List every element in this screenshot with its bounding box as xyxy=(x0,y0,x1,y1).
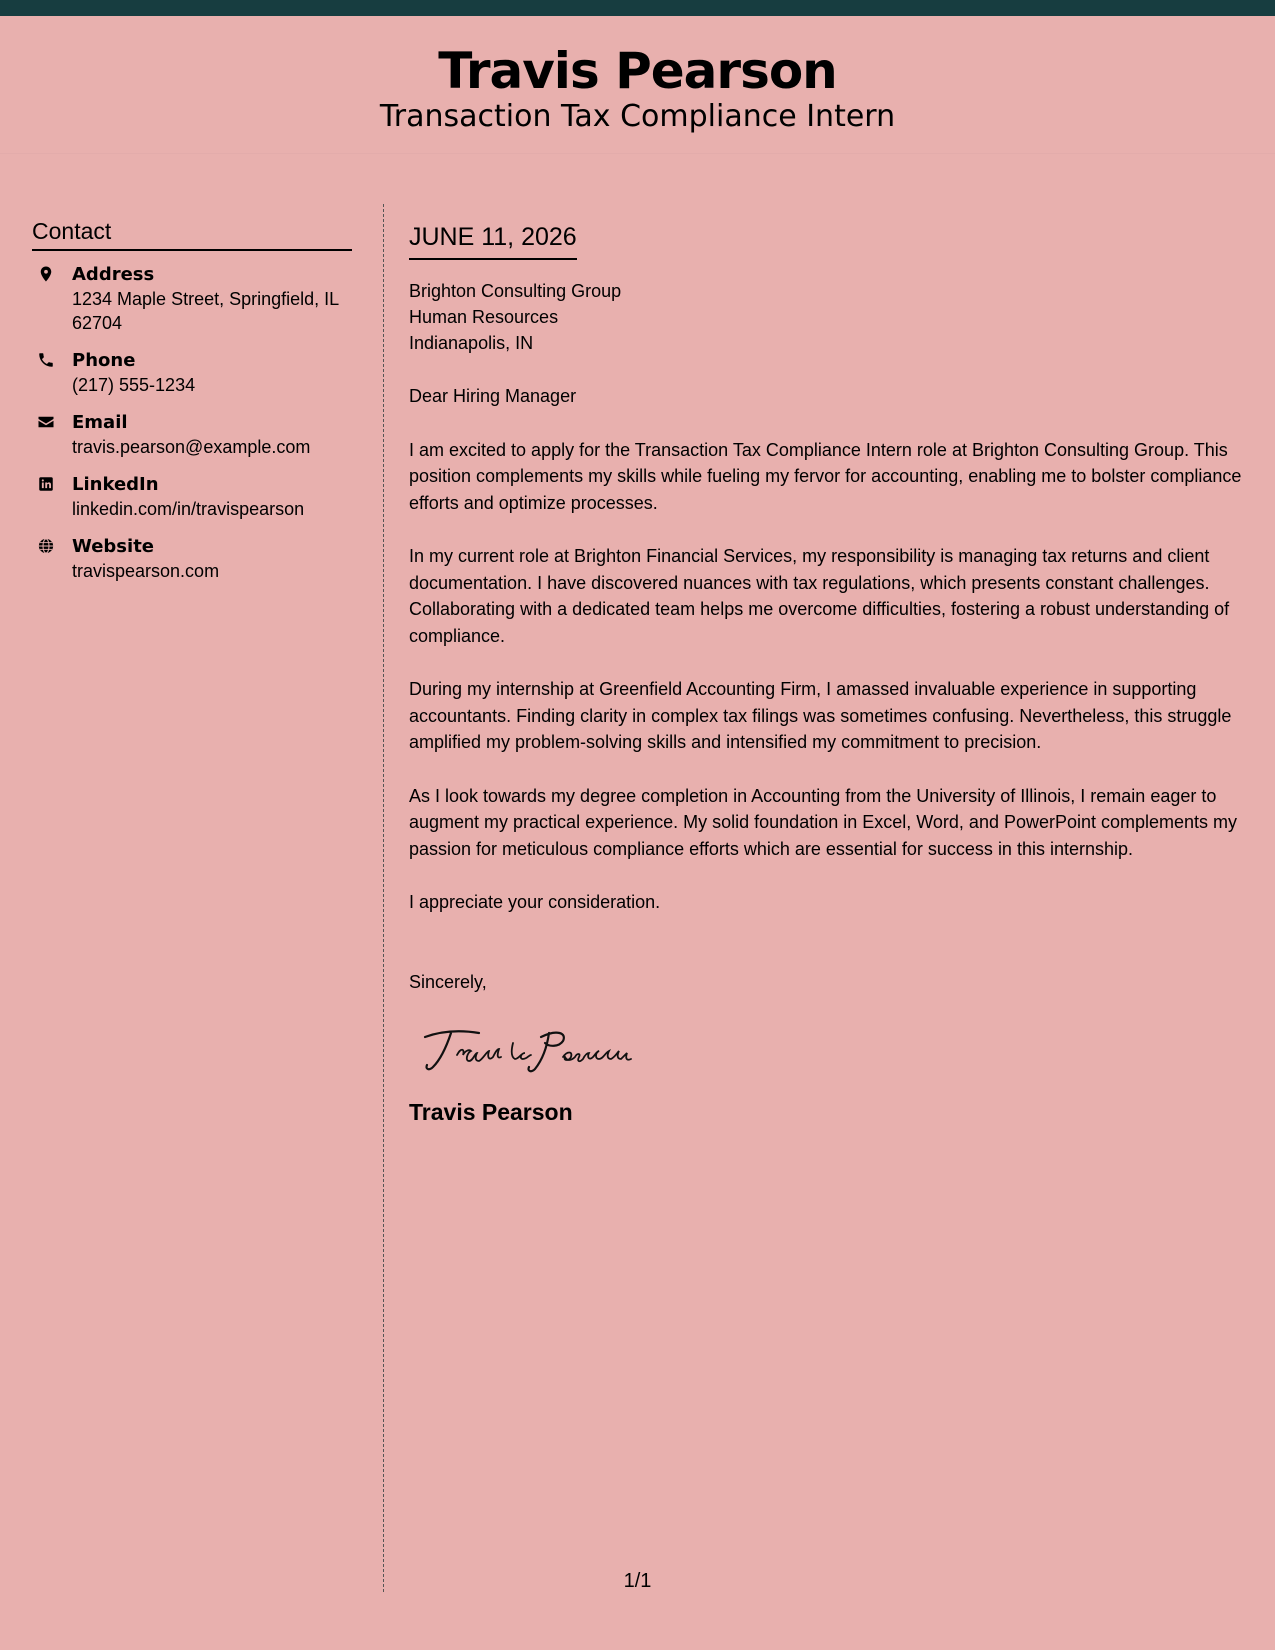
paragraph: I appreciate your consideration. xyxy=(409,892,661,912)
contact-phone xyxy=(32,349,352,397)
handwritten-signature xyxy=(417,1019,1251,1079)
contact-website xyxy=(32,535,352,583)
contact-linkedin xyxy=(32,473,352,521)
paragraph: As I look towards my degree completion in Accounting from the University of Illinois, I remain eager to augment my practical experience. My solid foundation in Excel, Word, and PowerPoint complements my passion for meticulous compliance efforts which are essential for success in this internship. xyxy=(409,785,1238,859)
contact-label: Email xyxy=(72,412,128,433)
letter-body xyxy=(409,220,1251,1126)
map-pin-icon xyxy=(34,263,58,285)
signed-name: Travis Pearson xyxy=(409,1099,573,1125)
closing: Sincerely, xyxy=(409,971,487,992)
globe-icon xyxy=(34,535,58,557)
greeting: Dear Hiring Manager xyxy=(409,386,577,406)
contact-value[interactable]: travispearson.com xyxy=(72,561,220,581)
contact-value[interactable]: linkedin.com/in/travispearson xyxy=(72,499,305,519)
job-title: Transaction Tax Compliance Intern xyxy=(379,99,896,134)
recipient-line: Brighton Consulting Group xyxy=(409,281,622,301)
recipient-line: Indianapolis, IN xyxy=(409,333,534,353)
recipient-line: Human Resources xyxy=(409,307,559,327)
recipient-block xyxy=(409,278,1251,356)
linkedin-icon xyxy=(34,473,58,495)
contact-label: Website xyxy=(72,536,155,557)
phone-icon xyxy=(34,349,58,371)
paragraph: In my current role at Brighton Financial Services, my responsibility is managing tax returns and client documentation. I have discovered nuances with tax regulations, which presents constant challenges. Collaborating with a dedicated team helps me overcome difficulties, fostering a robust understanding of compliance. xyxy=(409,546,1230,646)
contact-label: LinkedIn xyxy=(72,474,159,495)
top-accent-bar xyxy=(0,0,1275,16)
contact-email xyxy=(32,411,352,459)
contact-sidebar xyxy=(32,218,352,597)
contact-address xyxy=(32,263,352,335)
contact-value: 1234 Maple Street, Springfield, IL 62704 xyxy=(72,289,339,333)
contact-label: Phone xyxy=(72,350,136,371)
column-divider xyxy=(383,204,384,1592)
envelope-icon xyxy=(34,411,58,433)
contact-heading: Contact xyxy=(32,218,352,251)
page-number: 1/1 xyxy=(623,1570,652,1592)
letter-date: JUNE 11, 2026 xyxy=(409,220,577,260)
paragraph: I am excited to apply for the Transaction Tax Compliance Intern role at Brighton Consulting Group. This position complements my skills while fueling my fervor for accounting, enabling me to bolster compliance efforts and optimize processes. xyxy=(409,439,1242,513)
applicant-name: Travis Pearson xyxy=(438,42,837,100)
paragraph: During my internship at Greenfield Accounting Firm, I amassed invaluable experience in supporting accountants. Finding clarity in complex tax filings was sometimes confusing. Nevertheless, this struggle amplified my problem-solving skills and intensified my commitment to precision. xyxy=(409,679,1232,752)
contact-value: (217) 555-1234 xyxy=(72,375,196,395)
contact-value[interactable]: travis.pearson@example.com xyxy=(72,437,311,457)
page-header xyxy=(0,16,1275,154)
contact-label: Address xyxy=(72,264,155,285)
